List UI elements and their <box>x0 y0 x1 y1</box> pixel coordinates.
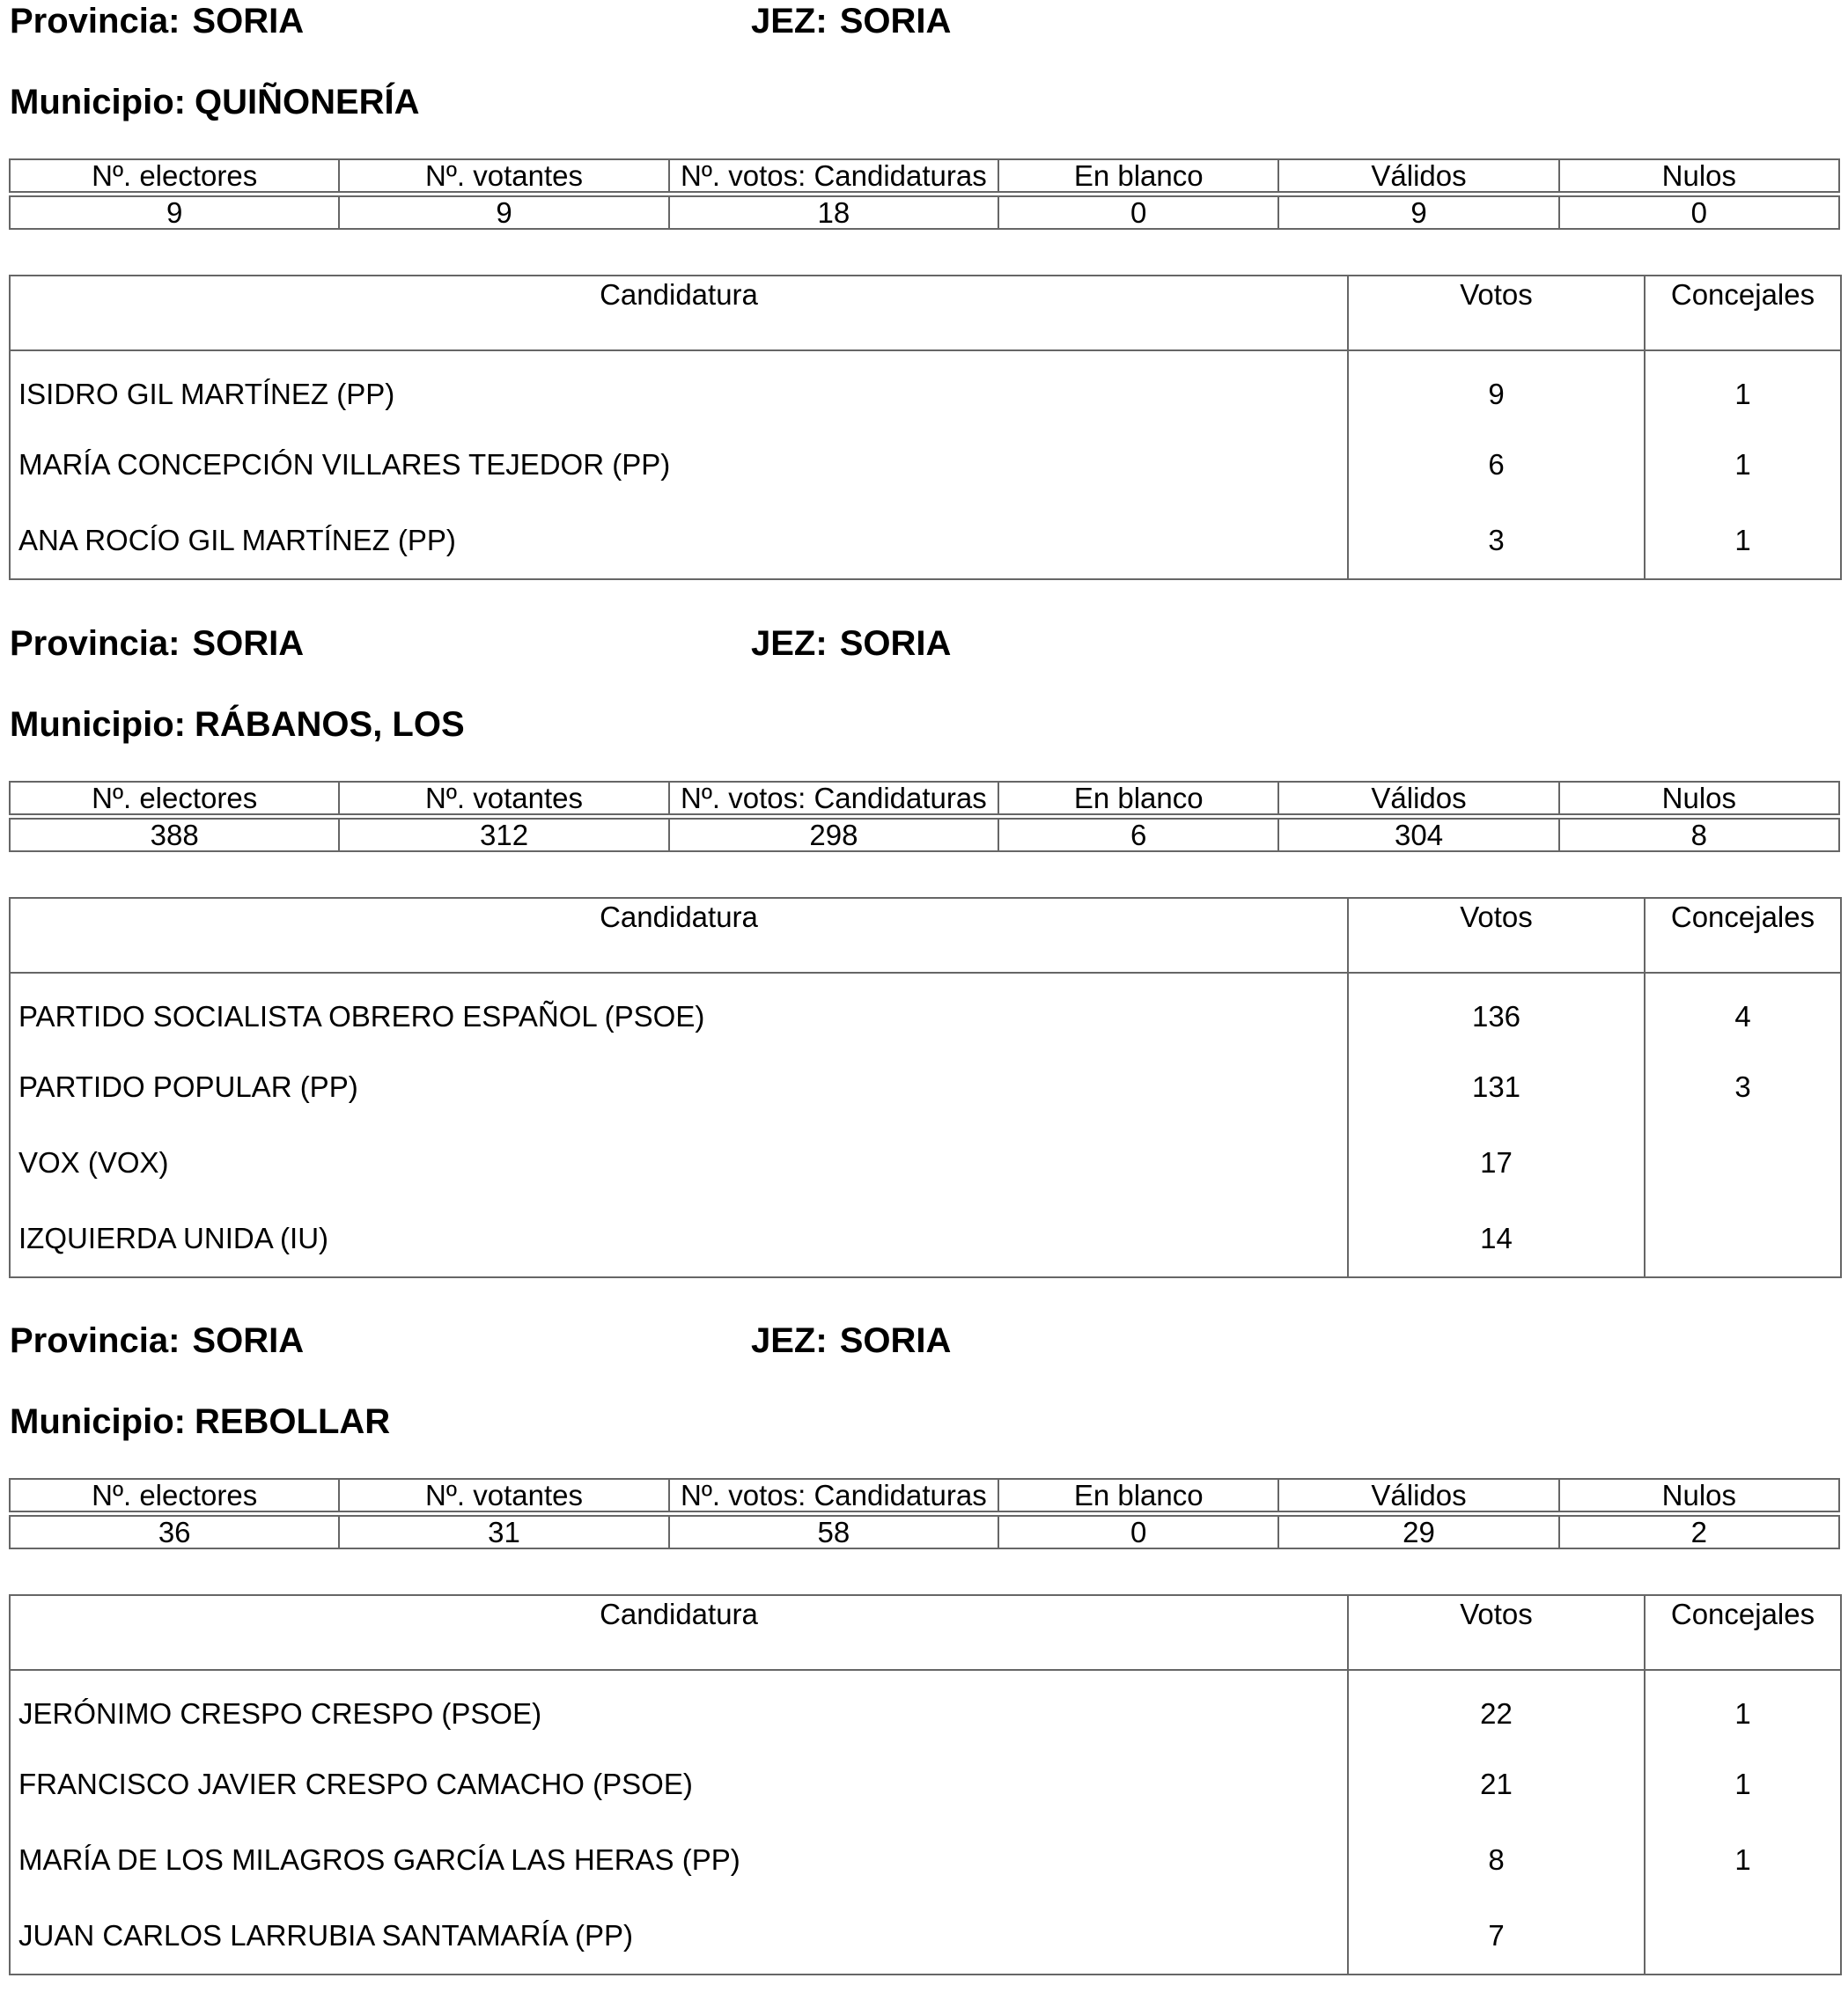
stats-value-cell: 36 <box>10 1516 339 1548</box>
jez-value: SORIA <box>839 1321 952 1360</box>
candidate-name: MARÍA CONCEPCIÓN VILLARES TEJEDOR (PP) <box>10 427 1348 503</box>
stats-values-table <box>9 818 1840 852</box>
stats-header-cell: Nº. votos: Candidaturas <box>669 1479 998 1511</box>
stats-values-table <box>9 195 1840 230</box>
stats-header-cell: Nº. electores <box>10 1479 339 1511</box>
stats-value-cell: 9 <box>339 196 668 229</box>
candidate-row <box>10 1747 1841 1822</box>
candidate-votos: 21 <box>1348 1747 1645 1822</box>
candidate-concejales <box>1645 1898 1841 1975</box>
candidate-row <box>10 350 1841 427</box>
candidate-concejales: 1 <box>1645 1822 1841 1898</box>
candidate-row <box>10 1049 1841 1125</box>
candidate-concejales <box>1645 1201 1841 1277</box>
candidate-name: VOX (VOX) <box>10 1125 1348 1201</box>
stats-header-cell: En blanco <box>998 782 1278 814</box>
provincia-header <box>10 1320 304 1362</box>
municipio-label: Municipio: <box>10 705 186 744</box>
stats-header-cell: Nulos <box>1559 159 1839 192</box>
candidate-concejales: 1 <box>1645 350 1841 427</box>
candidate-votos: 7 <box>1348 1898 1645 1975</box>
stats-value-cell: 18 <box>669 196 998 229</box>
stats-value-cell: 29 <box>1278 1516 1558 1548</box>
stats-value-cell: 0 <box>998 196 1278 229</box>
stats-value-cell: 9 <box>1278 196 1558 229</box>
jez-label: JEZ: <box>751 2 828 40</box>
municipio-section <box>0 622 1848 1318</box>
candidate-votos: 131 <box>1348 1049 1645 1125</box>
candidate-name: PARTIDO POPULAR (PP) <box>10 1049 1348 1125</box>
provincia-value: SORIA <box>192 2 305 40</box>
candidate-row <box>10 973 1841 1049</box>
stats-value-cell: 312 <box>339 819 668 851</box>
jez-value: SORIA <box>839 624 952 663</box>
candidates-header-row <box>10 898 1841 973</box>
concejales-header: Concejales <box>1645 898 1841 973</box>
stats-value-cell: 8 <box>1559 819 1839 851</box>
municipio-value: QUIÑONERÍA <box>194 83 420 121</box>
stats-value-cell: 2 <box>1559 1516 1839 1548</box>
stats-header-cell: Nº. electores <box>10 782 339 814</box>
stats-header-cell: Nulos <box>1559 1479 1839 1511</box>
stats-header-cell: Nº. votantes <box>339 159 668 192</box>
candidate-concejales: 1 <box>1645 1670 1841 1747</box>
candidate-row <box>10 1822 1841 1898</box>
jez-label: JEZ: <box>751 1321 828 1360</box>
candidate-votos: 9 <box>1348 350 1645 427</box>
stats-value-cell: 58 <box>669 1516 998 1548</box>
candidates-table <box>9 1594 1842 1975</box>
candidate-name: ISIDRO GIL MARTÍNEZ (PP) <box>10 350 1348 427</box>
candidate-concejales: 3 <box>1645 1049 1841 1125</box>
stats-header-cell: En blanco <box>998 1479 1278 1511</box>
candidate-votos: 8 <box>1348 1822 1645 1898</box>
municipio-value: RÁBANOS, LOS <box>194 705 465 744</box>
provincia-value: SORIA <box>192 624 305 663</box>
candidate-votos: 14 <box>1348 1201 1645 1277</box>
stats-header-table <box>9 781 1840 815</box>
jez-header <box>751 1320 951 1362</box>
candidate-votos: 22 <box>1348 1670 1645 1747</box>
candidate-concejales <box>1645 1125 1841 1201</box>
stats-value-cell: 304 <box>1278 819 1558 851</box>
provincia-header <box>10 0 304 42</box>
votos-header: Votos <box>1348 898 1645 973</box>
candidates-table <box>9 275 1842 580</box>
candidatura-header: Candidatura <box>10 276 1348 350</box>
stats-header-table <box>9 158 1840 193</box>
municipio-header <box>10 703 465 746</box>
candidates-header-row <box>10 1595 1841 1670</box>
votos-header: Votos <box>1348 276 1645 350</box>
municipio-label: Municipio: <box>10 1402 186 1441</box>
candidates-table <box>9 897 1842 1278</box>
jez-header <box>751 0 951 42</box>
concejales-header: Concejales <box>1645 276 1841 350</box>
municipio-section <box>0 1320 1848 2015</box>
stats-header-cell: En blanco <box>998 159 1278 192</box>
stats-values-table <box>9 1515 1840 1549</box>
candidate-votos: 3 <box>1348 503 1645 579</box>
stats-header-cell: Válidos <box>1278 1479 1558 1511</box>
candidatura-header: Candidatura <box>10 1595 1348 1670</box>
municipio-header <box>10 1401 390 1443</box>
provincia-header <box>10 622 304 665</box>
candidate-concejales: 1 <box>1645 427 1841 503</box>
stats-value-cell: 298 <box>669 819 998 851</box>
stats-header-cell: Nº. votos: Candidaturas <box>669 159 998 192</box>
candidate-name: FRANCISCO JAVIER CRESPO CAMACHO (PSOE) <box>10 1747 1348 1822</box>
candidate-name: IZQUIERDA UNIDA (IU) <box>10 1201 1348 1277</box>
votos-header: Votos <box>1348 1595 1645 1670</box>
candidate-name: MARÍA DE LOS MILAGROS GARCÍA LAS HERAS (PP) <box>10 1822 1348 1898</box>
stats-value-cell: 6 <box>998 819 1278 851</box>
stats-header-cell: Nº. votantes <box>339 1479 668 1511</box>
candidate-name: JUAN CARLOS LARRUBIA SANTAMARÍA (PP) <box>10 1898 1348 1975</box>
provincia-label: Provincia: <box>10 2 180 40</box>
candidates-header-row <box>10 276 1841 350</box>
candidatura-header: Candidatura <box>10 898 1348 973</box>
jez-header <box>751 622 951 665</box>
municipio-label: Municipio: <box>10 83 186 121</box>
candidate-row <box>10 503 1841 579</box>
candidate-concejales: 1 <box>1645 503 1841 579</box>
stats-header-cell: Válidos <box>1278 782 1558 814</box>
stats-header-cell: Nº. votantes <box>339 782 668 814</box>
candidate-row <box>10 1670 1841 1747</box>
candidate-concejales: 4 <box>1645 973 1841 1049</box>
stats-value-cell: 388 <box>10 819 339 851</box>
municipio-section <box>0 0 1848 695</box>
stats-header-cell: Nº. votos: Candidaturas <box>669 782 998 814</box>
candidate-row <box>10 1125 1841 1201</box>
jez-label: JEZ: <box>751 624 828 663</box>
municipio-value: REBOLLAR <box>194 1402 391 1441</box>
stats-header-cell: Válidos <box>1278 159 1558 192</box>
candidate-votos: 6 <box>1348 427 1645 503</box>
candidate-row <box>10 1201 1841 1277</box>
stats-value-cell: 0 <box>1559 196 1839 229</box>
stats-value-cell: 31 <box>339 1516 668 1548</box>
candidate-votos: 136 <box>1348 973 1645 1049</box>
candidate-name: JERÓNIMO CRESPO CRESPO (PSOE) <box>10 1670 1348 1747</box>
candidate-concejales: 1 <box>1645 1747 1841 1822</box>
candidate-name: PARTIDO SOCIALISTA OBRERO ESPAÑOL (PSOE) <box>10 973 1348 1049</box>
provincia-label: Provincia: <box>10 624 180 663</box>
candidate-row <box>10 1898 1841 1975</box>
candidate-votos: 17 <box>1348 1125 1645 1201</box>
stats-header-cell: Nº. electores <box>10 159 339 192</box>
stats-value-cell: 9 <box>10 196 339 229</box>
candidate-row <box>10 427 1841 503</box>
municipio-header <box>10 81 420 123</box>
provincia-label: Provincia: <box>10 1321 180 1360</box>
stats-header-table <box>9 1478 1840 1512</box>
concejales-header: Concejales <box>1645 1595 1841 1670</box>
stats-value-cell: 0 <box>998 1516 1278 1548</box>
jez-value: SORIA <box>839 2 952 40</box>
candidate-name: ANA ROCÍO GIL MARTÍNEZ (PP) <box>10 503 1348 579</box>
provincia-value: SORIA <box>192 1321 305 1360</box>
stats-header-cell: Nulos <box>1559 782 1839 814</box>
